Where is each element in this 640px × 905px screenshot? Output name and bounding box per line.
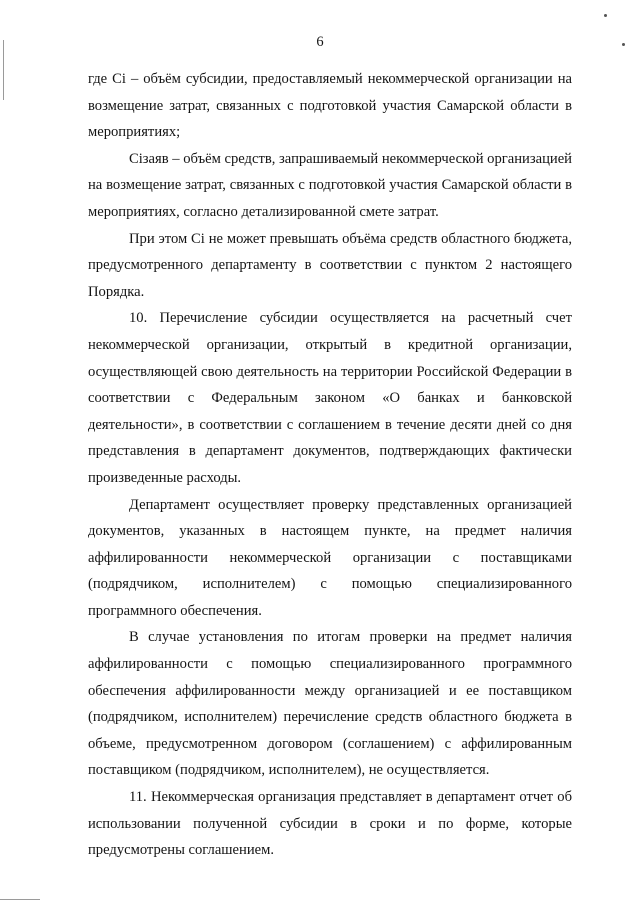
paragraph-clause-10: 10. Перечисление субсидии осуществляется на расчетный счет некоммерческой организации, открытый в кредитной организации, осуществляющей свою деятельность на территории Российской Федерации в соответствии с Федеральным законом «О банках и банковской деятельности», в соответствии с соглашением в течение десяти дней со дня представления в департамент документов, подтверждающих фактически произведенные расходы. bbox=[88, 310, 572, 486]
page-number: 6 bbox=[316, 34, 324, 50]
paragraph-clause-11: 11. Некоммерческая организация представляет в департамент отчет об использовании полученной субсидии в сроки и по форме, которые предусмотрены соглашением. bbox=[88, 789, 572, 859]
document-body bbox=[88, 66, 572, 864]
bottom-scan-edge bbox=[0, 899, 40, 900]
paragraph-cizayav-definition: Ciзаяв – объём средств, запрашиваемый некоммерческой организацией на возмещение затрат, связанных с подготовкой участия Самарской области в мероприятиях, согласно детализированной смете затрат. bbox=[88, 150, 572, 220]
paragraph-affiliation-result: В случае установления по итогам проверки на предмет наличия аффилированности с помощью специализированного программного обеспечения аффилированности между организацией и ее поставщиком (подрядчиком, исполнителем) перечисление средств областного бюджета в объеме, предусмотренном договором (соглашением) с аффилированным поставщиком (подрядчиком, исполнителем), не осуществляется. bbox=[88, 629, 572, 779]
paragraph-ci-definition: где Ci – объём субсидии, предоставляемый некоммерческой организации на возмещение затрат, связанных с подготовкой участия Самарской области в мероприятиях; bbox=[88, 71, 572, 141]
scan-speck bbox=[604, 14, 607, 17]
paragraph-affiliation-check: Департамент осуществляет проверку представленных организацией документов, указанных в настоящем пункте, на предмет наличия аффилированности некоммерческой организации с поставщиками (подрядчиком, исполнителем) с помощью специализированного программного обеспечения. bbox=[88, 496, 572, 619]
paragraph-ci-limit: При этом Ci не может превышать объёма средств областного бюджета, предусмотренного департаменту в соответствии с пунктом 2 настоящего Порядка. bbox=[88, 230, 572, 300]
